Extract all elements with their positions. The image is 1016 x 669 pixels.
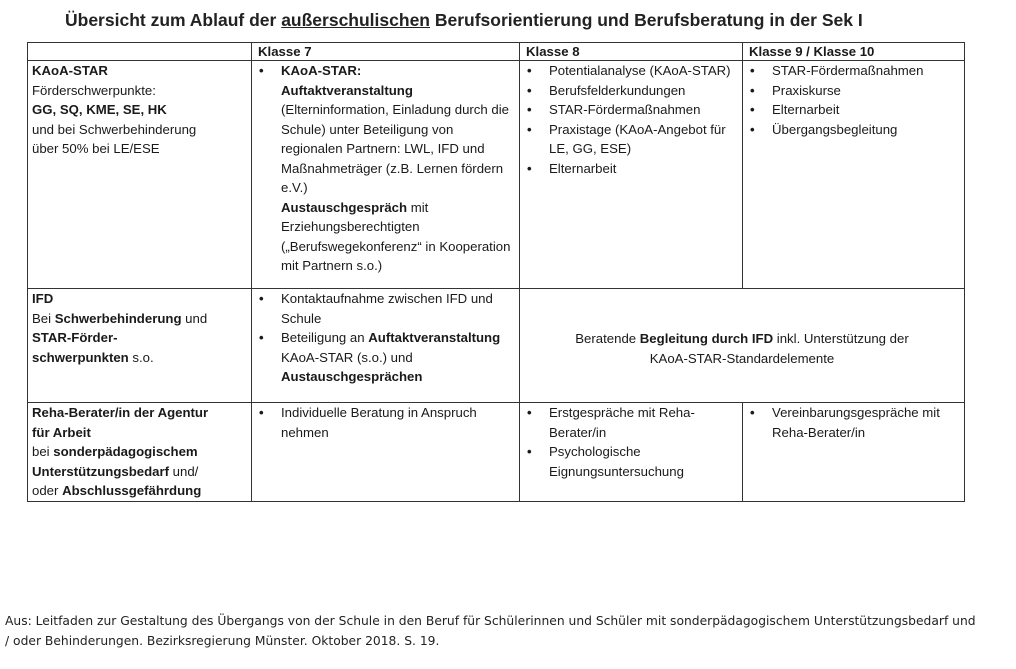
reha-label-l4b: und/ — [169, 463, 199, 479]
list-item: • Praxistage (KAoA-Angebot für LE, GG, ESE) — [524, 120, 738, 159]
header-row — [28, 43, 965, 61]
kaoa-k7-title: • KAoA-STAR: — [281, 63, 362, 78]
reha-label-l4a: Unterstützungsbedarf — [32, 463, 170, 479]
ifd-label-l4a: schwerpunkten — [32, 349, 129, 365]
reha-label-l2: für Arbeit — [32, 424, 91, 440]
kaoa-label-line4: und bei Schwerbehinderung — [32, 121, 197, 137]
reha-k9-list — [747, 403, 960, 442]
list-item: • Berufsfelderkundungen — [524, 81, 738, 101]
ifd-label-l2c: und — [181, 310, 208, 326]
list-item: • Praxiskurse — [747, 81, 960, 101]
kaoa-k9-list — [747, 61, 960, 139]
ifd-label-l2a: Bei — [32, 310, 55, 326]
source-line-1: Aus: Leitfaden zur Gestaltung des Übergangs von der Schule in den Beruf für Schülerinnen und Schüler mit sonderpädagogischem Unterstützungsbedarf und — [5, 614, 976, 628]
kaoa-k7-list — [256, 61, 515, 276]
row-label-reha — [28, 403, 252, 502]
ifd-k8-a: Beratende — [575, 331, 640, 346]
list-item — [256, 328, 515, 387]
kaoa-klasse-7-cell — [252, 61, 520, 289]
header-empty — [28, 43, 252, 61]
title-underlined-word: außerschulischen — [281, 10, 430, 30]
row-label-ifd — [28, 289, 252, 403]
list-item: • Potentialanalyse (KAoA-STAR) — [524, 61, 738, 81]
ifd-label-l3: STAR-Förder- — [32, 330, 118, 345]
kaoa-klasse-8-cell — [520, 61, 743, 289]
ifd-k8-c: inkl. Unterstützung der — [773, 331, 909, 346]
ifd-label-title: IFD — [32, 291, 54, 306]
source-line-2: / oder Behinderungen. Bezirksregierung Münster. Oktober 2018. S. 19. — [5, 634, 440, 648]
ifd-klasse-8-10-cell — [520, 289, 965, 403]
reha-label-l5b: Abschlussgefährdung — [62, 483, 202, 498]
list-item — [256, 61, 515, 276]
kaoa-label-line3: GG, SQ, KME, SE, HK — [32, 102, 167, 117]
reha-label-l5a: oder — [32, 483, 63, 498]
ifd-k8-d: KAoA-STAR-Standardelemente — [649, 350, 835, 366]
reha-label-l3: bei — [32, 444, 54, 459]
title-part-1: Übersicht zum Ablauf der — [65, 10, 282, 30]
kaoa-label-line2: Förderschwerpunkte: — [32, 82, 156, 98]
list-item: • Individuelle Beratung in Anspruch nehmen — [256, 403, 515, 442]
reha-k7-list — [256, 403, 515, 442]
header-klasse-9-10: Klasse 9 / Klasse 10 — [743, 43, 965, 61]
kaoa-k7-austausch: Austauschgespräch — [281, 199, 408, 215]
ifd-label-l2b: Schwerbehinderung — [54, 310, 182, 326]
header-klasse-8: Klasse 8 — [520, 43, 743, 61]
ifd-k7-b2a: Beteiligung an — [281, 330, 369, 345]
list-item: • Psychologische Eignungsuntersuchung — [524, 442, 738, 481]
reha-klasse-9-10-cell — [743, 403, 965, 502]
kaoa-klasse-9-10-cell — [743, 61, 965, 289]
document-title — [65, 10, 965, 31]
list-item: • STAR-Fördermaßnahmen — [747, 61, 960, 81]
kaoa-k7-austausch-desc: mit Erziehungsberechtigten („Berufswegekonferenz“ in Kooperation mit Partnern s.o.) — [281, 199, 511, 273]
kaoa-label-title: KAoA-STAR — [32, 63, 108, 78]
list-item: • STAR-Fördermaßnahmen — [524, 100, 738, 120]
source-citation — [5, 611, 1005, 651]
reha-klasse-7-cell — [252, 403, 520, 502]
list-item: • Vereinbarungsgespräche mit Reha-Berater/in — [747, 403, 960, 442]
ifd-label-l4b: s.o. — [128, 349, 154, 365]
table-row-reha — [28, 403, 965, 502]
list-item: • Erstgespräche mit Reha-Berater/in — [524, 403, 738, 442]
overview-table — [27, 42, 965, 502]
list-item: • Kontaktaufnahme zwischen IFD und Schule — [256, 289, 515, 328]
title-part-2: Berufsorientierung und Berufsberatung in der Sek I — [430, 10, 863, 30]
header-klasse-7: Klasse 7 — [252, 43, 520, 61]
reha-k8-list — [524, 403, 738, 481]
row-label-kaoa-star — [28, 61, 252, 289]
kaoa-k7-auftakt: Auftaktveranstaltung — [281, 82, 413, 98]
table-row-ifd — [28, 289, 965, 403]
ifd-k7-list — [256, 289, 515, 387]
table-row-kaoa-star — [28, 61, 965, 289]
list-item: • Übergangsbegleitung — [747, 120, 960, 140]
reha-label-l3b: sonderpädagogischem — [53, 444, 198, 459]
kaoa-k7-auftakt-desc: (Elterninformation, Einladung durch die Schule) unter Beteiligung von regionalen Partnern: LWL, IFD und Maßnahmeträger (z.B. Lernen fördern e.V.) — [281, 102, 509, 195]
ifd-k7-b2c: KAoA-STAR (s.o.) und — [281, 349, 413, 365]
ifd-k8-b: Begleitung durch IFD — [639, 331, 774, 346]
ifd-klasse-7-cell — [252, 289, 520, 403]
list-item: • Elternarbeit — [524, 159, 738, 179]
ifd-k7-b2d: Austauschgesprächen — [281, 369, 423, 384]
reha-label-l1: Reha-Berater/in der Agentur — [32, 405, 209, 420]
reha-klasse-8-cell — [520, 403, 743, 502]
kaoa-k8-list — [524, 61, 738, 178]
ifd-k7-b2b: Auftaktveranstaltung — [368, 330, 501, 345]
list-item: • Elternarbeit — [747, 100, 960, 120]
kaoa-label-line5: über 50% bei LE/ESE — [32, 141, 160, 156]
